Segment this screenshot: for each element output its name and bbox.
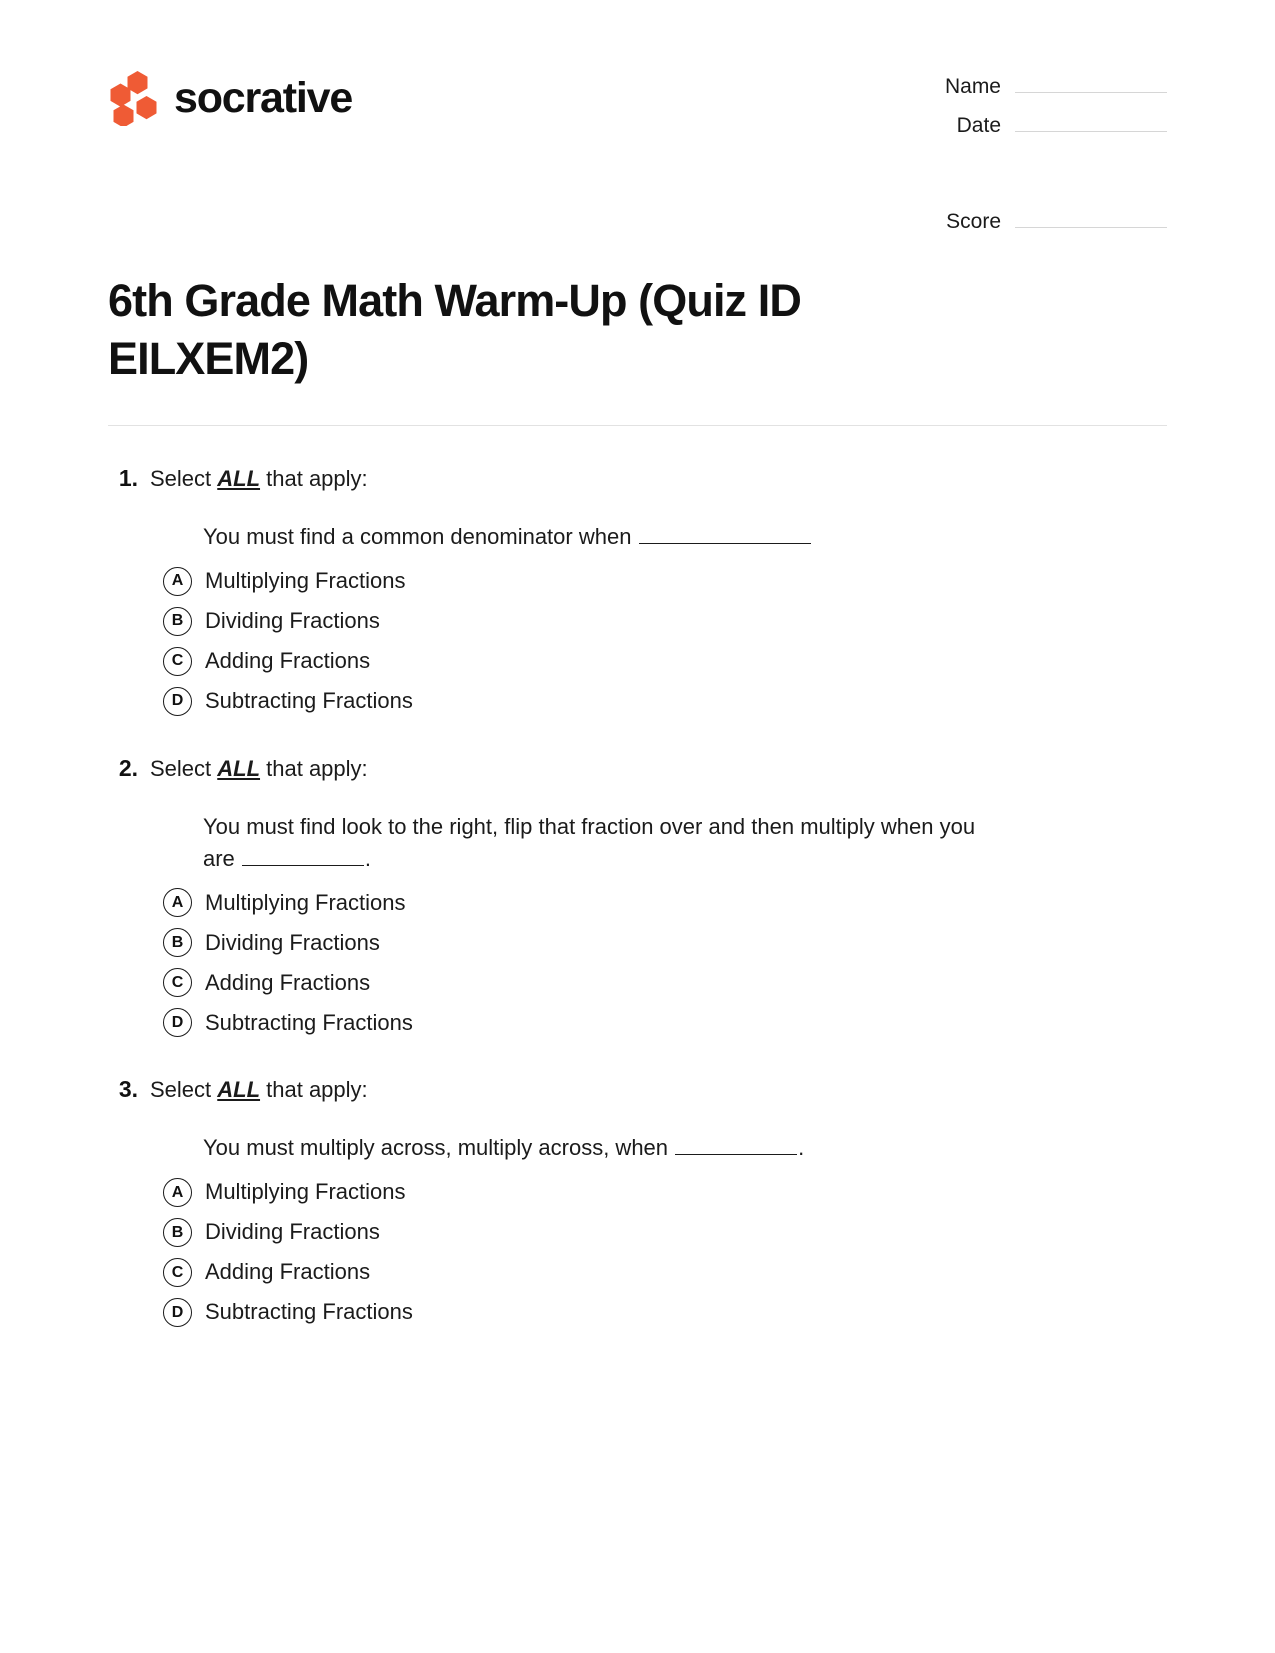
answer-option[interactable] [163,1258,1167,1287]
option-bubble-d[interactable]: D [163,687,192,716]
page-title: 6th Grade Math Warm-Up (Quiz ID EILXEM2) [108,275,801,384]
answer-option[interactable] [163,647,1167,676]
date-input-line[interactable] [1015,111,1167,132]
answer-options [163,888,1167,1037]
question-prompt [203,811,1003,875]
prompt-text-after-blank: . [364,845,372,871]
instruction-prefix: Select [150,1077,218,1103]
questions-list [0,464,1275,1327]
answer-blank[interactable] [242,848,364,866]
score-input-line[interactable] [1015,207,1167,228]
option-bubble-c[interactable]: C [163,968,192,997]
question-block [108,464,1167,716]
option-bubble-d[interactable]: D [163,1298,192,1327]
option-label: Multiplying Fractions [205,1179,406,1205]
answer-options [163,567,1167,716]
name-input-line[interactable] [1015,72,1167,93]
question-number: 1. [118,465,138,492]
question-prompt [203,521,1003,553]
option-label: Subtracting Fractions [205,1009,413,1035]
header-divider [108,425,1167,426]
option-label: Subtracting Fractions [205,1299,413,1325]
question-prompt [203,1132,1003,1164]
student-info-block [917,62,1167,246]
option-bubble-a[interactable]: A [163,1178,192,1207]
instruction-emphasis: ALL [217,1077,261,1103]
instruction-prefix: Select [150,466,218,492]
instruction-suffix: that apply: [260,755,368,781]
instruction-emphasis: ALL [217,755,261,781]
option-label: Subtracting Fractions [205,688,413,714]
answer-blank[interactable] [639,526,811,544]
score-label: Score [946,210,1001,233]
date-label: Date [956,114,1001,137]
question-instruction [150,464,368,495]
answer-option[interactable] [163,1298,1167,1327]
answer-option[interactable] [163,888,1167,917]
answer-option[interactable] [163,928,1167,957]
option-label: Adding Fractions [205,969,371,995]
socrative-wordmark: socrative [174,73,353,122]
instruction-suffix: that apply: [260,1077,368,1103]
answer-option[interactable] [163,687,1167,716]
option-label: Adding Fractions [205,648,371,674]
prompt-text-before-blank: You must find a common denominator when [203,523,638,549]
option-bubble-d[interactable]: D [163,1008,192,1037]
question-header [108,1075,1167,1106]
question-block [108,754,1167,1038]
instruction-suffix: that apply: [260,466,368,492]
option-label: Adding Fractions [205,1259,371,1285]
answer-option[interactable] [163,567,1167,596]
answer-option[interactable] [163,1008,1167,1037]
question-header [108,464,1167,495]
socrative-brand [108,62,352,126]
prompt-text-before-blank: You must multiply across, multiply across, when [203,1135,675,1161]
answer-option[interactable] [163,1218,1167,1247]
option-label: Multiplying Fractions [205,568,406,594]
answer-option[interactable] [163,1178,1167,1207]
name-row [917,72,1167,99]
option-label: Dividing Fractions [205,1219,380,1245]
option-bubble-c[interactable]: C [163,1258,192,1287]
score-row [917,207,1167,234]
question-number: 3. [118,1076,138,1103]
instruction-emphasis: ALL [217,466,261,492]
socrative-hexagon-logo-icon [108,70,160,126]
question-block [108,1075,1167,1327]
title-section [0,246,1275,387]
name-label: Name [944,75,1001,98]
answer-option[interactable] [163,607,1167,636]
instruction-prefix: Select [150,755,218,781]
option-label: Dividing Fractions [205,929,380,955]
answer-option[interactable] [163,968,1167,997]
option-bubble-c[interactable]: C [163,647,192,676]
prompt-text-before-blank: You must find look to the right, flip that fraction over and then multiply when you are [203,813,976,871]
option-bubble-b[interactable]: B [163,928,192,957]
question-number: 2. [118,754,138,781]
prompt-text-after-blank: . [798,1135,805,1161]
option-bubble-b[interactable]: B [163,607,192,636]
page-header [0,0,1275,246]
option-bubble-b[interactable]: B [163,1218,192,1247]
question-header [108,754,1167,785]
option-label: Dividing Fractions [205,608,380,634]
option-bubble-a[interactable]: A [163,888,192,917]
answer-options [163,1178,1167,1327]
answer-blank[interactable] [675,1137,797,1155]
option-label: Multiplying Fractions [205,889,406,915]
question-instruction [150,754,368,785]
question-instruction [150,1075,368,1106]
option-bubble-a[interactable]: A [163,567,192,596]
date-row [917,111,1167,138]
